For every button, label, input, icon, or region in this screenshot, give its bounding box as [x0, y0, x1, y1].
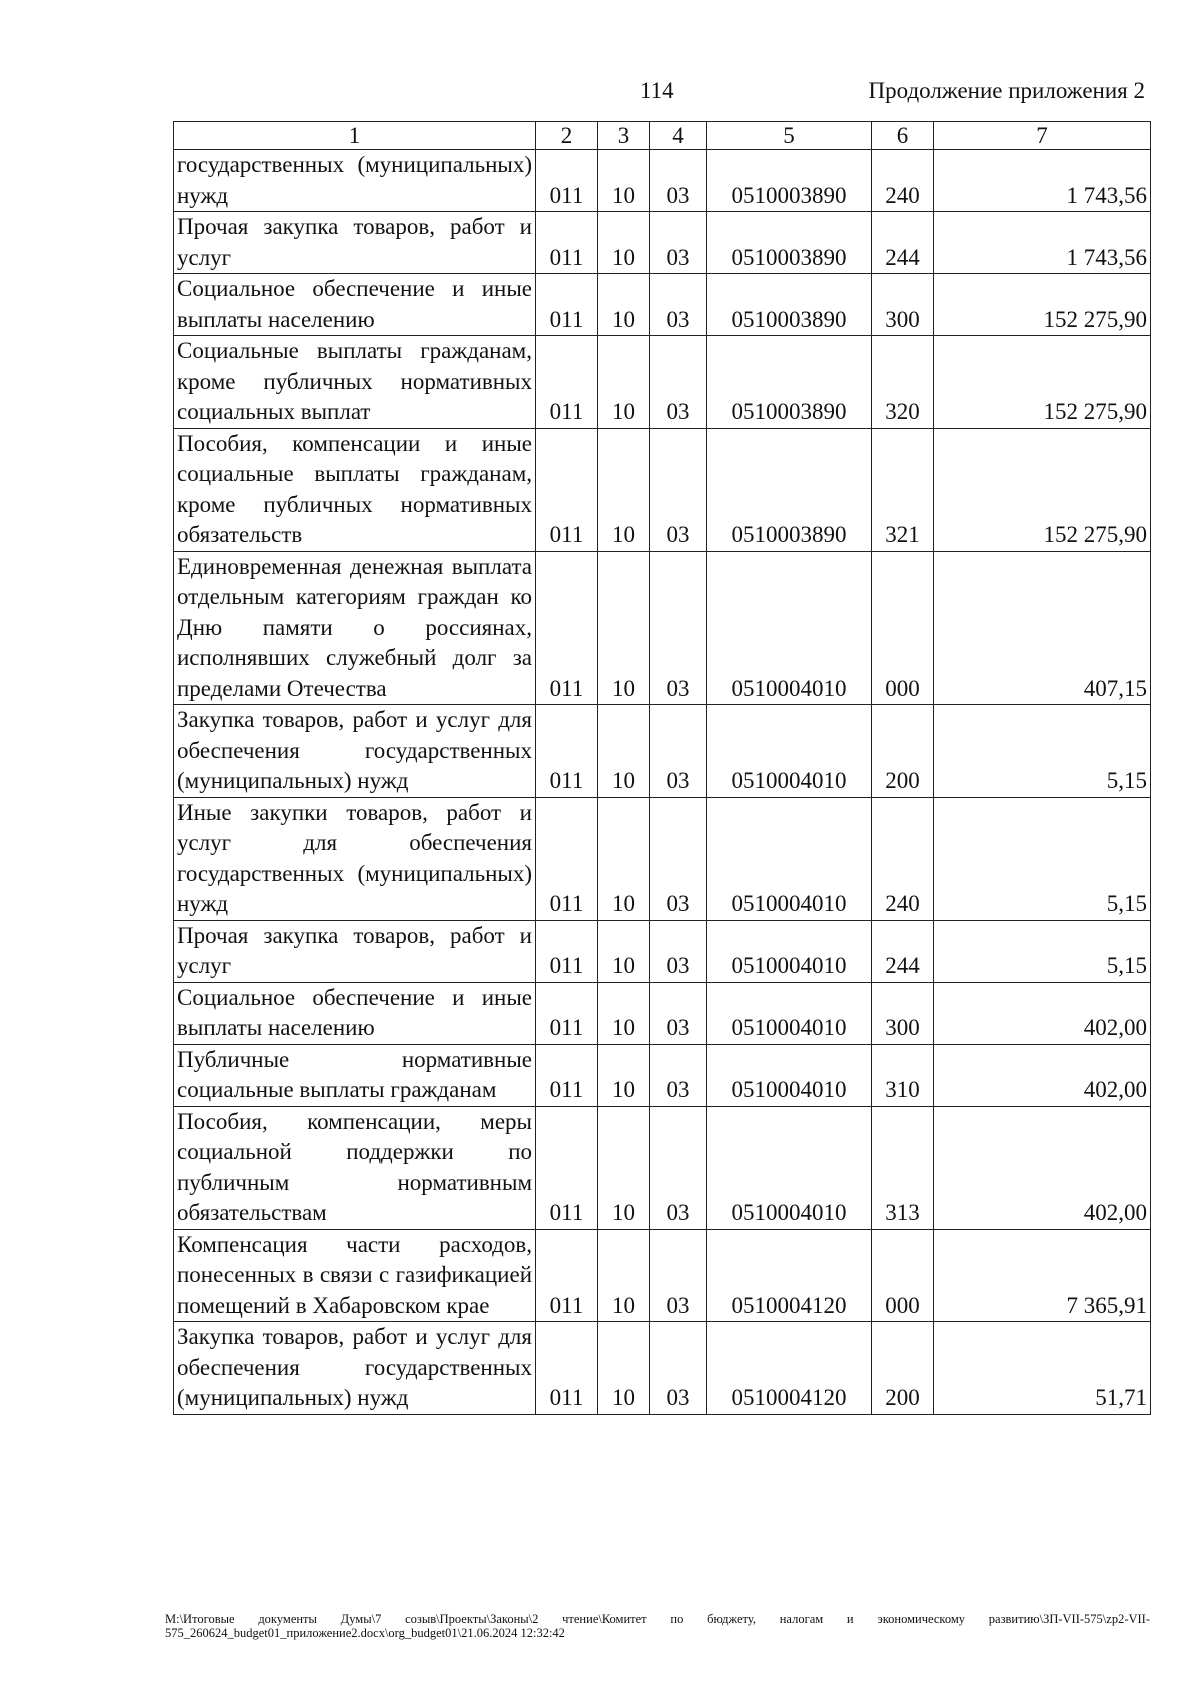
row-code-5: 0510004010: [707, 982, 872, 1044]
row-amount: 402,00: [934, 1044, 1151, 1106]
row-amount: 152 275,90: [934, 336, 1151, 429]
table-row: [174, 797, 1151, 920]
row-code-6: 200: [872, 1322, 934, 1415]
row-code-3: 10: [598, 705, 650, 798]
row-code-5: 0510003890: [707, 274, 872, 336]
row-amount: 51,71: [934, 1322, 1151, 1415]
row-code-4: 03: [650, 150, 707, 212]
continuation-label: Продолжение приложения 2: [868, 78, 1145, 103]
row-code-6: 320: [872, 336, 934, 429]
row-code-4: 03: [650, 797, 707, 920]
row-amount: 402,00: [934, 1106, 1151, 1229]
row-code-2: 011: [536, 551, 598, 705]
row-code-5: 0510003890: [707, 336, 872, 429]
row-name: государственных (муниципальных) нужд: [174, 150, 536, 212]
row-code-2: 011: [536, 982, 598, 1044]
row-code-5: 0510003890: [707, 150, 872, 212]
row-code-2: 011: [536, 1044, 598, 1106]
row-code-6: 244: [872, 920, 934, 982]
row-code-5: 0510004120: [707, 1322, 872, 1415]
row-name: Компенсация части расходов, понесенных в связи с газификацией помещений в Хабаровском крае: [174, 1229, 536, 1322]
column-header-row: [174, 122, 1151, 150]
row-amount: 7 365,91: [934, 1229, 1151, 1322]
row-code-2: 011: [536, 797, 598, 920]
row-name: Прочая закупка товаров, работ и услуг: [174, 212, 536, 274]
row-code-4: 03: [650, 336, 707, 429]
table-row: [174, 1044, 1151, 1106]
row-code-6: 244: [872, 212, 934, 274]
column-header: 6: [872, 122, 934, 150]
row-name: Прочая закупка товаров, работ и услуг: [174, 920, 536, 982]
page-header: [0, 78, 1200, 108]
row-code-5: 0510003890: [707, 212, 872, 274]
table-row: [174, 705, 1151, 798]
row-code-5: 0510004010: [707, 920, 872, 982]
column-header: 5: [707, 122, 872, 150]
row-name: Иные закупки товаров, работ и услуг для обеспечения государственных (муниципальных) нужд: [174, 797, 536, 920]
table-row: [174, 1106, 1151, 1229]
row-amount: 5,15: [934, 920, 1151, 982]
row-code-6: 321: [872, 428, 934, 551]
table-row: [174, 274, 1151, 336]
row-code-2: 011: [536, 1106, 598, 1229]
row-code-6: 313: [872, 1106, 934, 1229]
row-code-4: 03: [650, 551, 707, 705]
column-header: 4: [650, 122, 707, 150]
row-code-3: 10: [598, 150, 650, 212]
row-amount: 5,15: [934, 705, 1151, 798]
row-code-2: 011: [536, 274, 598, 336]
column-header: 3: [598, 122, 650, 150]
row-code-5: 0510004120: [707, 1229, 872, 1322]
row-code-5: 0510003890: [707, 428, 872, 551]
row-code-2: 011: [536, 705, 598, 798]
row-code-2: 011: [536, 1229, 598, 1322]
row-name: Закупка товаров, работ и услуг для обеспечения государственных (муниципальных) нужд: [174, 1322, 536, 1415]
row-name: Пособия, компенсации и иные социальные выплаты гражданам, кроме публичных нормативных обязательств: [174, 428, 536, 551]
row-code-3: 10: [598, 428, 650, 551]
table-row: [174, 336, 1151, 429]
row-code-5: 0510004010: [707, 1106, 872, 1229]
row-code-2: 011: [536, 336, 598, 429]
row-code-5: 0510004010: [707, 797, 872, 920]
row-code-2: 011: [536, 1322, 598, 1415]
budget-table: [173, 121, 1151, 1415]
row-code-2: 011: [536, 920, 598, 982]
row-code-3: 10: [598, 551, 650, 705]
row-amount: 152 275,90: [934, 274, 1151, 336]
row-code-5: 0510004010: [707, 1044, 872, 1106]
row-code-4: 03: [650, 1322, 707, 1415]
row-code-6: 200: [872, 705, 934, 798]
row-name: Социальные выплаты гражданам, кроме публичных нормативных социальных выплат: [174, 336, 536, 429]
row-code-4: 03: [650, 982, 707, 1044]
row-code-4: 03: [650, 1044, 707, 1106]
row-code-6: 240: [872, 150, 934, 212]
row-code-3: 10: [598, 212, 650, 274]
row-code-4: 03: [650, 274, 707, 336]
row-code-4: 03: [650, 1106, 707, 1229]
row-code-4: 03: [650, 705, 707, 798]
row-code-2: 011: [536, 150, 598, 212]
row-code-5: 0510004010: [707, 551, 872, 705]
page-number: 114: [640, 78, 674, 103]
row-code-4: 03: [650, 212, 707, 274]
row-name: Единовременная денежная выплата отдельным категориям граждан ко Дню памяти о россиянах, исполнявших служебный долг за пределами Отечества: [174, 551, 536, 705]
table-row: [174, 1229, 1151, 1322]
row-code-6: 240: [872, 797, 934, 920]
row-code-3: 10: [598, 797, 650, 920]
row-code-3: 10: [598, 1229, 650, 1322]
row-code-5: 0510004010: [707, 705, 872, 798]
file-path-footer: M:\Итоговые документы Думы\7 созыв\Проекты\Законы\2 чтение\Комитет по бюджету, налогам и экономическому развитию\ЗП-VII-575\zp2-VII-575_260624_budget01_приложение2.docx\org_budget01\21.06.2024 12:32:42: [165, 1612, 1150, 1640]
row-code-3: 10: [598, 1106, 650, 1229]
column-header: 2: [536, 122, 598, 150]
row-amount: 1 743,56: [934, 150, 1151, 212]
row-amount: 402,00: [934, 982, 1151, 1044]
column-header: 1: [174, 122, 536, 150]
row-code-6: 000: [872, 551, 934, 705]
row-code-3: 10: [598, 274, 650, 336]
row-code-6: 000: [872, 1229, 934, 1322]
row-code-2: 011: [536, 428, 598, 551]
row-code-3: 10: [598, 336, 650, 429]
row-name: Пособия, компенсации, меры социальной поддержки по публичным нормативным обязательствам: [174, 1106, 536, 1229]
table-row: [174, 551, 1151, 705]
row-code-4: 03: [650, 920, 707, 982]
row-name: Закупка товаров, работ и услуг для обеспечения государственных (муниципальных) нужд: [174, 705, 536, 798]
row-code-4: 03: [650, 428, 707, 551]
table-row: [174, 920, 1151, 982]
row-amount: 1 743,56: [934, 212, 1151, 274]
row-code-6: 300: [872, 274, 934, 336]
row-name: Социальное обеспечение и иные выплаты населению: [174, 274, 536, 336]
row-code-3: 10: [598, 920, 650, 982]
table-row: [174, 982, 1151, 1044]
row-name: Социальное обеспечение и иные выплаты населению: [174, 982, 536, 1044]
table-row: [174, 428, 1151, 551]
row-code-6: 310: [872, 1044, 934, 1106]
row-amount: 407,15: [934, 551, 1151, 705]
table-row: [174, 150, 1151, 212]
row-amount: 152 275,90: [934, 428, 1151, 551]
row-amount: 5,15: [934, 797, 1151, 920]
table-row: [174, 212, 1151, 274]
row-code-3: 10: [598, 982, 650, 1044]
row-code-2: 011: [536, 212, 598, 274]
table-row: [174, 1322, 1151, 1415]
row-code-6: 300: [872, 982, 934, 1044]
row-code-4: 03: [650, 1229, 707, 1322]
column-header: 7: [934, 122, 1151, 150]
row-code-3: 10: [598, 1322, 650, 1415]
row-code-3: 10: [598, 1044, 650, 1106]
row-name: Публичные нормативные социальные выплаты гражданам: [174, 1044, 536, 1106]
